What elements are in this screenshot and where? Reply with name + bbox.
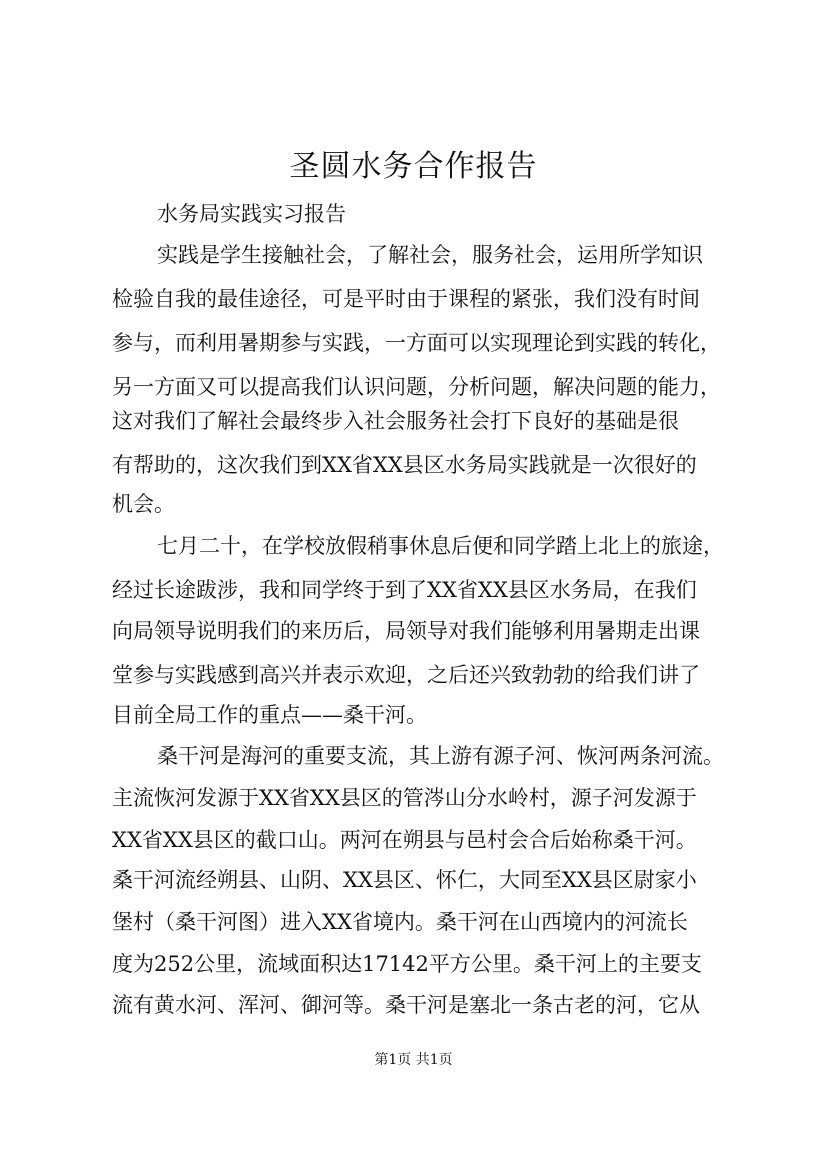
page-footer: 第1页 共1页 <box>374 1052 453 1068</box>
paragraph-line: 另一方面又可以提高我们认识问题，分析问题，解决问题的能力， <box>112 375 721 399</box>
paragraph-line: 机会。 <box>112 492 175 516</box>
paragraph-line: 目前全局工作的重点——桑干河。 <box>112 703 427 727</box>
paragraph-line: XX省XX县区的截口山。两河在朔县与邑村会合后始称桑干河。 <box>112 828 697 852</box>
paragraph-line: 桑干河流经朔县、山阴、XX县区、怀仁，大同至XX县区尉家小 <box>112 868 697 892</box>
paragraph-line: 向局领导说明我们的来历后，局领导对我们能够利用暑期走出课 <box>112 619 700 643</box>
document-title: 圣圆水务合作报告 <box>289 149 538 184</box>
paragraph-line: 主流恢河发源于XX省XX县区的管涔山分水岭村，源子河发源于 <box>112 786 697 810</box>
paragraph-line: 有帮助的，这次我们到XX省XX县区水务局实践就是一次很好的 <box>112 453 697 477</box>
paragraph-line: 流有黄水河、浑河、御河等。桑干河是塞北一条古老的河，它从 <box>112 993 700 1017</box>
paragraph-line: 桑干河是海河的重要支流，其上游有源子河、恢河两条河流。 <box>157 744 724 768</box>
paragraph-line: 堂参与实践感到高兴并表示欢迎，之后还兴致勃勃的给我们讲了 <box>112 663 700 687</box>
paragraph-line: 堡村（桑干河图）进入XX省境内。桑干河在山西境内的河流长 <box>112 910 688 934</box>
paragraph-line: 经过长途跋涉，我和同学终于到了XX省XX县区水务局，在我们 <box>112 578 697 602</box>
document-subtitle: 水务局实践实习报告 <box>157 202 346 226</box>
paragraph-line: 度为252公里，流域面积达17142平方公里。桑干河上的主要支 <box>112 952 702 976</box>
paragraph-line: 七月二十，在学校放假稍事休息后便和同学踏上北上的旅途， <box>157 534 724 558</box>
paragraph-line: 这对我们了解社会最终步入社会服务社会打下良好的基础是很 <box>112 409 679 433</box>
paragraph-line: 参与，而利用暑期参与实践，一方面可以实现理论到实践的转化， <box>112 331 721 355</box>
paragraph-line: 实践是学生接触社会，了解社会，服务社会，运用所学知识 <box>157 243 703 267</box>
paragraph-line: 检验自我的最佳途径，可是平时由于课程的紧张，我们没有时间 <box>112 287 700 311</box>
